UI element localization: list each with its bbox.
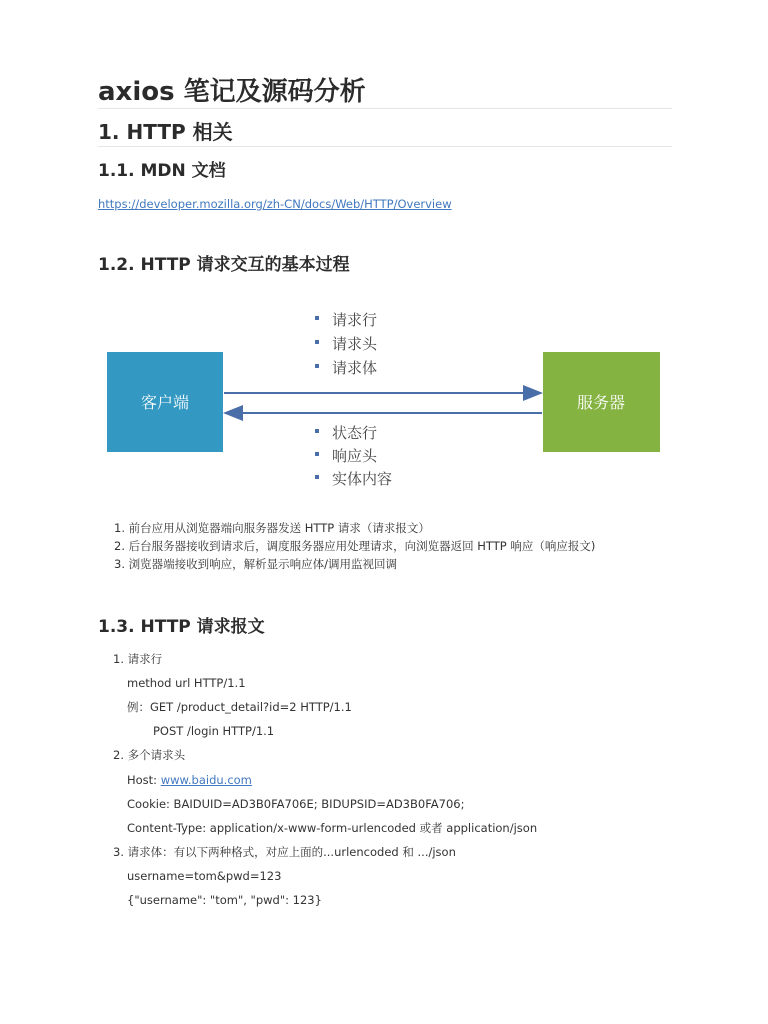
title-divider (98, 108, 672, 109)
request-item: 请求体 (332, 359, 378, 377)
bullet-icon (315, 475, 319, 479)
response-item: 状态行 (332, 424, 378, 442)
request-item: 请求头 (332, 335, 378, 353)
host-header (127, 771, 252, 789)
cookie-header: Cookie: BAIDUID=AD3B0FA706E; BIDUPSID=AD3B0FA706; (127, 797, 465, 811)
request-item: 请求行 (332, 311, 378, 329)
response-item: 实体内容 (332, 470, 393, 488)
body-urlencoded-example: username=tom&pwd=123 (127, 869, 282, 883)
process-step: 3. 浏览器端接收到响应，解析显示响应体/调用监视回调 (114, 557, 397, 571)
list-item-request-body: 3. 请求体：有以下两种格式，对应上面的...urlencoded 和 .../json (113, 845, 456, 859)
body-json-example: {"username": "tom", "pwd": 123} (127, 893, 322, 907)
request-line-example-post: POST /login HTTP/1.1 (153, 724, 275, 738)
bullet-icon (315, 429, 319, 433)
request-items-list (315, 311, 378, 377)
section-heading-http: 1. HTTP 相关 (98, 120, 233, 144)
baidu-link[interactable]: www.baidu.com (160, 773, 252, 787)
section-divider (98, 146, 672, 147)
response-items-list (315, 424, 392, 488)
request-line-example: 例：GET /product_detail?id=2 HTTP/1.1 (127, 700, 352, 714)
bullet-icon (315, 452, 319, 456)
bullet-icon (315, 316, 319, 320)
process-step: 2. 后台服务器接收到请求后，调度服务器应用处理请求，向浏览器返回 HTTP 响应（响应报文) (114, 539, 596, 553)
page-title: axios 笔记及源码分析 (98, 77, 366, 107)
bullet-icon (315, 364, 319, 368)
host-header-label: Host: (127, 773, 161, 787)
response-item: 响应头 (332, 447, 378, 465)
list-item-request-line: 1. 请求行 (113, 652, 163, 666)
server-label: 服务器 (576, 393, 626, 412)
process-step: 1. 前台应用从浏览器端向服务器发送 HTTP 请求（请求报文） (114, 521, 430, 535)
mdn-link[interactable]: https://developer.mozilla.org/zh-CN/docs/Web/HTTP/Overview (98, 197, 452, 211)
bullet-icon (315, 340, 319, 344)
content-type-header: Content-Type: application/x-www-form-urlencoded 或者 application/json (127, 821, 538, 835)
section-heading-request-message: 1.3. HTTP 请求报文 (98, 617, 265, 637)
request-line-format: method url HTTP/1.1 (127, 676, 246, 690)
section-heading-interaction: 1.2. HTTP 请求交互的基本过程 (98, 255, 350, 275)
section-heading-mdn: 1.1. MDN 文档 (98, 161, 226, 181)
http-interaction-diagram (98, 300, 678, 500)
list-item-request-headers: 2. 多个请求头 (113, 748, 186, 762)
client-label: 客户端 (140, 393, 190, 412)
